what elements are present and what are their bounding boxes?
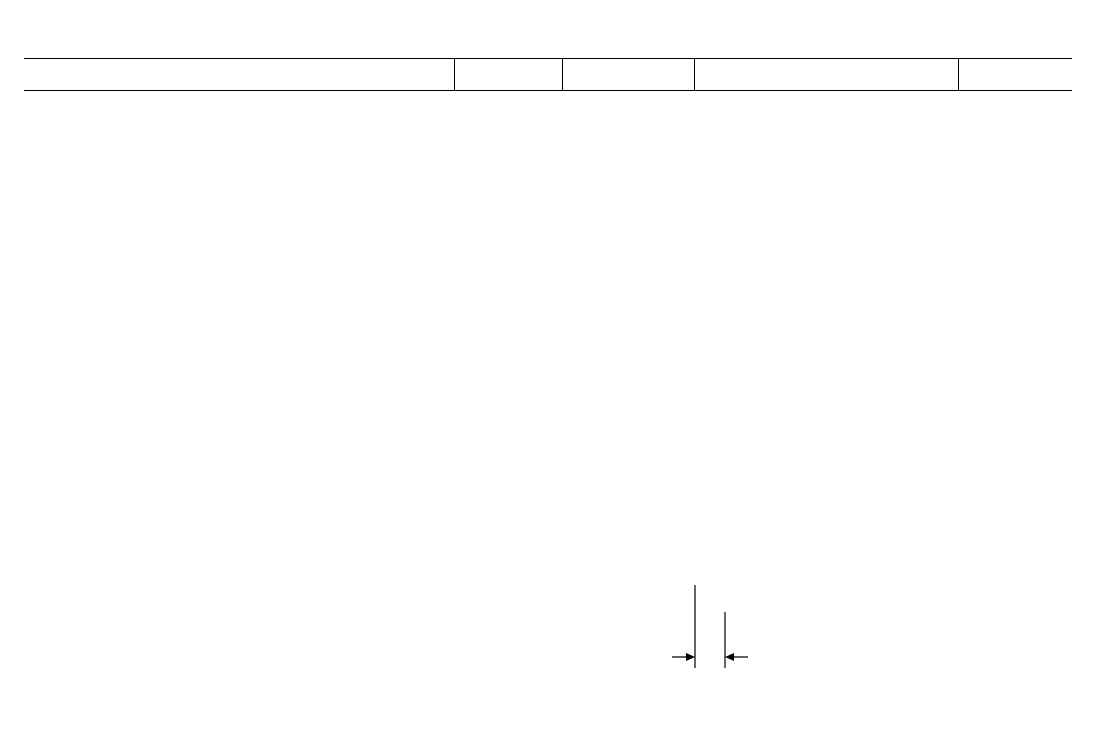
tod-marker xyxy=(672,585,748,668)
